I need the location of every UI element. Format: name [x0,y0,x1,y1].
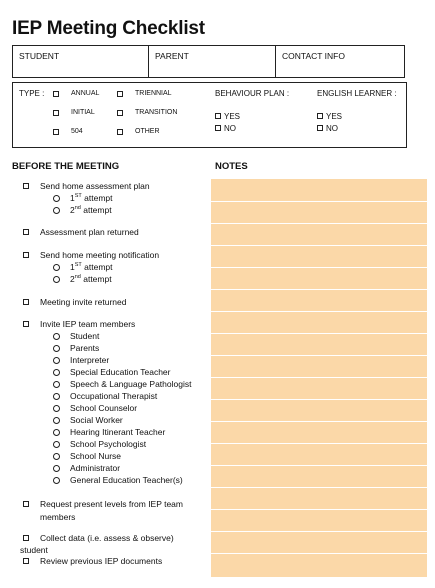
item-plan-returned: Assessment plan returned [40,227,139,237]
notification-attempt-2: 2nd attempt [70,274,112,284]
checkbox-plan-returned[interactable] [23,229,29,235]
english-yes-label: YES [326,112,343,121]
radio-team-member[interactable] [53,477,60,484]
item-invite-team: Invite IEP team members [40,319,136,329]
radio-team-member[interactable] [53,369,60,376]
radio-team-member[interactable] [53,393,60,400]
checkbox-review-docs[interactable] [23,558,29,564]
notes-heading: NOTES [215,161,248,172]
radio-team-member[interactable] [53,405,60,412]
notes-area[interactable] [211,179,427,577]
checkbox-initial[interactable] [53,110,59,116]
notes-line [211,465,427,466]
item-invite-returned: Meeting invite returned [40,297,127,307]
team-member: Social Worker [70,415,123,425]
contact-field[interactable] [276,46,404,77]
behaviour-no-label: NO [224,124,236,133]
team-member: Speech & Language Pathologist [70,379,192,389]
radio-team-member[interactable] [53,381,60,388]
notes-line [211,245,427,246]
notes-line [211,377,427,378]
checkbox-annual[interactable] [53,91,59,97]
behaviour-plan-label: BEHAVIOUR PLAN : [215,89,290,98]
student-label: STUDENT [19,51,60,61]
notes-line [211,553,427,554]
radio-team-member[interactable] [53,465,60,472]
english-learner-label: ENGLISH LEARNER : [317,89,397,98]
plan-attempt-2: 2nd attempt [70,205,112,215]
team-member: Special Education Teacher [70,367,171,377]
option-triennial: TRIENNIAL [135,90,172,97]
notes-line [211,487,427,488]
parent-field[interactable] [149,46,275,77]
notes-line [211,333,427,334]
item-send-plan: Send home assessment plan [40,181,150,191]
checkbox-invite-team[interactable] [23,321,29,327]
checkbox-behaviour-no[interactable] [215,125,221,131]
radio-team-member[interactable] [53,333,60,340]
header-info-box [12,45,405,78]
notes-line [211,509,427,510]
checkbox-english-yes[interactable] [317,113,323,119]
checkbox-send-plan[interactable] [23,183,29,189]
radio-plan-attempt-1[interactable] [53,195,60,202]
notes-line [211,311,427,312]
team-member: School Counselor [70,403,138,413]
radio-team-member[interactable] [53,441,60,448]
team-member: Student [70,331,100,341]
checkbox-504[interactable] [53,129,59,135]
item-collect-data-cont: student [20,545,48,555]
checkbox-collect-data[interactable] [23,535,29,541]
type-box [12,82,407,148]
plan-attempt-1: 1ST attempt [70,193,113,203]
checkbox-send-notification[interactable] [23,252,29,258]
item-request-levels: Request present levels from IEP team [40,499,183,509]
item-request-levels-cont: members [40,512,76,522]
team-member: Administrator [70,463,121,473]
notes-line [211,443,427,444]
parent-label: PARENT [155,51,189,61]
notes-line [211,399,427,400]
option-initial: INITIAL [71,109,95,116]
team-member: Interpreter [70,355,110,365]
radio-team-member[interactable] [53,345,60,352]
student-field[interactable] [13,46,148,77]
checkbox-request-levels[interactable] [23,501,29,507]
checkbox-invite-returned[interactable] [23,299,29,305]
team-member: School Nurse [70,451,122,461]
notes-line [211,289,427,290]
notes-line [211,531,427,532]
radio-team-member[interactable] [53,417,60,424]
english-no-label: NO [326,124,338,133]
item-collect-data: Collect data (i.e. assess & observe) [40,533,174,543]
contact-label: CONTACT INFO [282,51,345,61]
radio-team-member[interactable] [53,357,60,364]
radio-plan-attempt-2[interactable] [53,207,60,214]
behaviour-yes-label: YES [224,112,241,121]
option-504: 504 [71,128,83,135]
radio-notification-attempt-1[interactable] [53,264,60,271]
notes-line [211,267,427,268]
item-review-docs: Review previous IEP documents [40,556,163,566]
team-member: General Education Teacher(s) [70,475,183,485]
team-member: School Psychologist [70,439,147,449]
checkbox-behaviour-yes[interactable] [215,113,221,119]
team-member: Occupational Therapist [70,391,158,401]
checkbox-transition[interactable] [117,110,123,116]
radio-notification-attempt-2[interactable] [53,276,60,283]
before-meeting-heading: BEFORE THE MEETING [12,161,120,172]
option-annual: ANNUAL [71,90,100,97]
checkbox-english-no[interactable] [317,125,323,131]
radio-team-member[interactable] [53,429,60,436]
option-transition: TRANSITION [135,109,178,116]
notification-attempt-1: 1ST attempt [70,262,113,272]
notes-line [211,355,427,356]
notes-line [211,421,427,422]
page-title: IEP Meeting Checklist [12,18,205,39]
team-member: Hearing Itinerant Teacher [70,427,166,437]
checkbox-other[interactable] [117,129,123,135]
type-label: TYPE : [19,89,45,98]
checkbox-triennial[interactable] [117,91,123,97]
item-send-notification: Send home meeting notification [40,250,160,260]
option-other: OTHER [135,128,160,135]
radio-team-member[interactable] [53,453,60,460]
notes-line [211,223,427,224]
team-member: Parents [70,343,100,353]
notes-line [211,201,427,202]
